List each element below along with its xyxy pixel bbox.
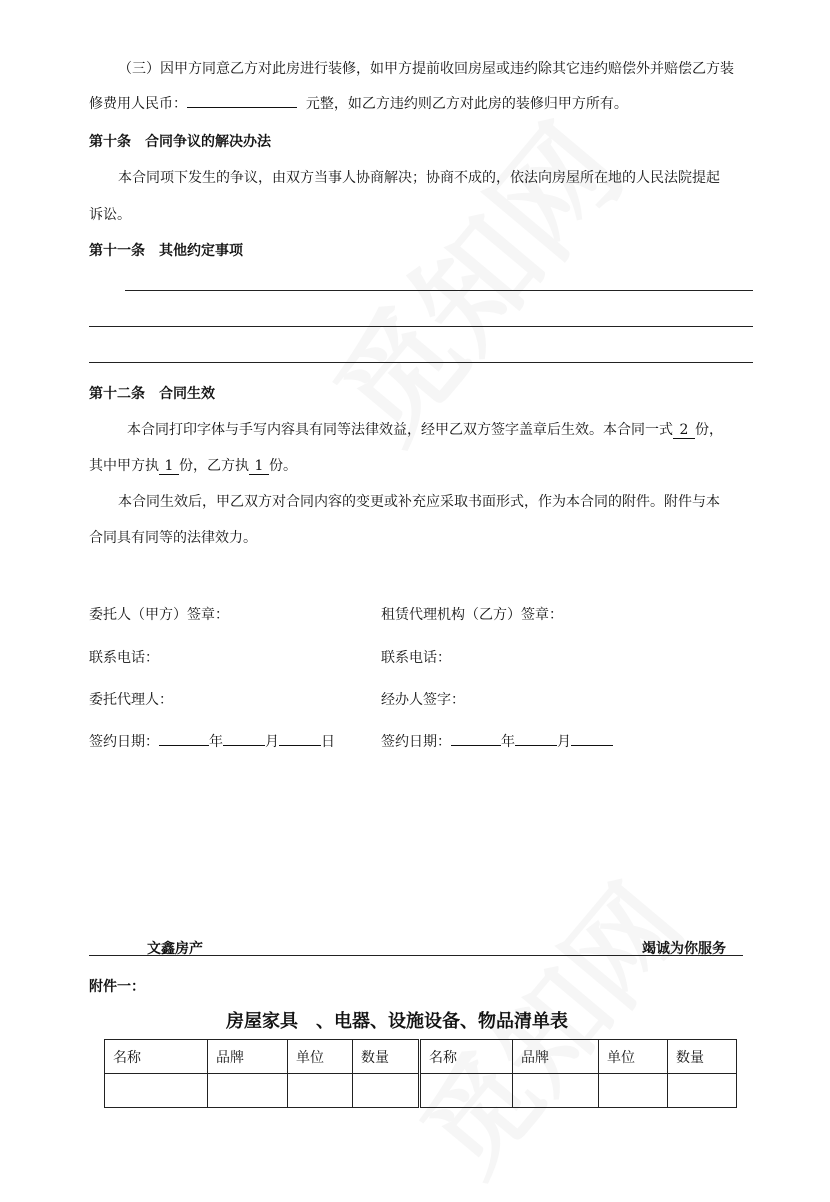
other-terms-line-1[interactable] bbox=[125, 290, 753, 291]
clause9-item3-line2-a: 修费用人民币： bbox=[89, 96, 187, 112]
header-brand-2: 品牌 bbox=[513, 1040, 599, 1074]
clause11-title: 第十一条 其他约定事项 bbox=[89, 243, 243, 259]
party-a-copies[interactable]: 1 bbox=[159, 459, 179, 475]
header-name: 名称 bbox=[105, 1040, 208, 1074]
footer-rule bbox=[89, 955, 743, 956]
watermark bbox=[290, 84, 653, 470]
party-a-seal[interactable]: 委托人（甲方）签章： bbox=[89, 607, 229, 623]
renovation-amount-blank[interactable] bbox=[187, 107, 297, 108]
footer-slogan: 竭诚为你服务 bbox=[642, 941, 726, 957]
party-b-copies[interactable]: 1 bbox=[249, 459, 269, 475]
table-cell[interactable] bbox=[668, 1074, 737, 1108]
inventory-table bbox=[104, 1039, 737, 1108]
other-terms-line-3[interactable] bbox=[89, 362, 753, 363]
clause12-p1-d: 份，乙方执 bbox=[179, 458, 249, 474]
party-b-month-label: 月 bbox=[557, 734, 571, 750]
table-cell[interactable] bbox=[420, 1074, 513, 1108]
party-a-year-label: 年 bbox=[209, 734, 223, 750]
clause12-p2-line2: 合同具有同等的法律效力。 bbox=[89, 530, 257, 546]
table-header-row bbox=[105, 1040, 737, 1074]
party-a-phone[interactable]: 联系电话： bbox=[89, 650, 159, 666]
table-cell[interactable] bbox=[288, 1074, 353, 1108]
clause12-p1-e: 份。 bbox=[269, 458, 297, 474]
footer-company: 文鑫房产 bbox=[147, 941, 203, 957]
clause12-p1-a: 本合同打印字体与手写内容具有同等法律效益，经甲乙双方签字盖章后生效。本合同一式 bbox=[127, 422, 673, 438]
table-cell[interactable] bbox=[353, 1074, 420, 1108]
party-a-date bbox=[89, 731, 335, 751]
party-b-year-label: 年 bbox=[501, 734, 515, 750]
party-b-day-blank[interactable] bbox=[571, 745, 613, 746]
party-a-month-label: 月 bbox=[265, 734, 279, 750]
header-name-2: 名称 bbox=[420, 1040, 513, 1074]
clause10-title: 第十条 合同争议的解决办法 bbox=[89, 134, 271, 150]
clause12-p1-c: 其中甲方执 bbox=[89, 458, 159, 474]
clause12-p1-line1 bbox=[127, 419, 723, 439]
clause12-title: 第十二条 合同生效 bbox=[89, 386, 215, 402]
clause12-p2-line1: 本合同生效后，甲乙双方对合同内容的变更或补充应采取书面形式，作为本合同的附件。附件与本 bbox=[118, 494, 720, 510]
party-b-agent[interactable]: 经办人签字： bbox=[381, 692, 465, 708]
header-quantity: 数量 bbox=[353, 1040, 420, 1074]
clause10-line2: 诉讼。 bbox=[89, 207, 131, 223]
party-a-agent[interactable]: 委托代理人： bbox=[89, 692, 173, 708]
table-cell[interactable] bbox=[513, 1074, 599, 1108]
header-quantity-2: 数量 bbox=[668, 1040, 737, 1074]
party-b-phone[interactable]: 联系电话： bbox=[381, 650, 451, 666]
appendix-label: 附件一： bbox=[89, 979, 145, 995]
clause9-item3-line2 bbox=[89, 93, 628, 113]
copies-count[interactable]: 2 bbox=[673, 423, 695, 439]
table-cell[interactable] bbox=[208, 1074, 288, 1108]
header-brand: 品牌 bbox=[208, 1040, 288, 1074]
appendix-title: 房屋家具 、电器、设施设备、物品清单表 bbox=[226, 1011, 568, 1032]
party-b-seal[interactable]: 租赁代理机构（乙方）签章： bbox=[381, 607, 563, 623]
clause9-item3-line2-b: 元整，如乙方违约则乙方对此房的装修归甲方所有。 bbox=[305, 96, 628, 112]
party-a-month-blank[interactable] bbox=[223, 745, 265, 746]
party-a-date-label: 签约日期： bbox=[89, 734, 159, 750]
table-cell[interactable] bbox=[105, 1074, 208, 1108]
party-a-year-blank[interactable] bbox=[159, 745, 209, 746]
clause12-p1-line2 bbox=[89, 455, 297, 475]
other-terms-line-2[interactable] bbox=[89, 326, 753, 327]
table-cell[interactable] bbox=[599, 1074, 668, 1108]
header-unit-2: 单位 bbox=[599, 1040, 668, 1074]
party-b-date-label: 签约日期： bbox=[381, 734, 451, 750]
party-b-date bbox=[381, 731, 613, 751]
party-b-month-blank[interactable] bbox=[515, 745, 557, 746]
table-row bbox=[105, 1074, 737, 1108]
clause12-p1-b: 份， bbox=[695, 422, 723, 438]
party-b-year-blank[interactable] bbox=[451, 745, 501, 746]
header-unit: 单位 bbox=[288, 1040, 353, 1074]
clause10-line1: 本合同项下发生的争议，由双方当事人协商解决；协商不成的，依法向房屋所在地的人民法院提起 bbox=[118, 170, 720, 186]
clause9-item3-line1: （三）因甲方同意乙方对此房进行装修，如甲方提前收回房屋或违约除其它违约赔偿外并赔偿乙方装 bbox=[118, 61, 734, 77]
party-a-day-blank[interactable] bbox=[279, 745, 321, 746]
party-a-day-label: 日 bbox=[321, 734, 335, 750]
